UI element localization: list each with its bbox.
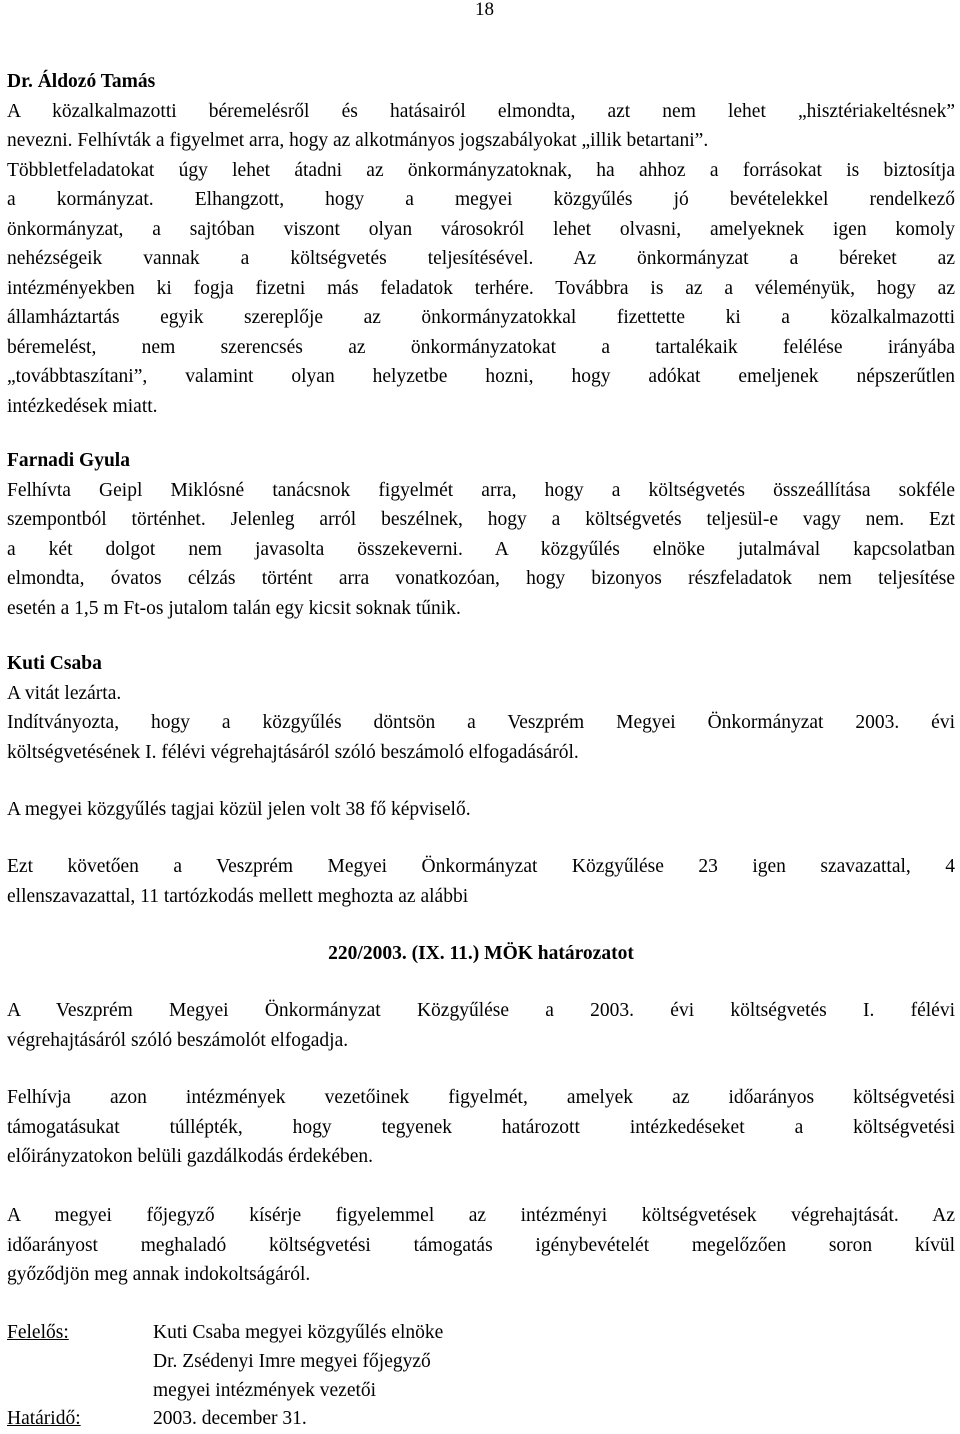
paragraph-line: szempontból történhet. Jelenleg arról beszélnek, hogy a költségvetés teljesül-e vagy nem. Ezt [7,509,955,530]
paragraph-line: támogatásukat túllépték, hogy tegyenek határozott intézkedéseket a költségvetési [7,1116,955,1138]
responsible-row [7,1376,376,1406]
resolution-paragraph-2 [7,1083,955,1172]
speaker-section-aldozo [7,67,955,421]
paragraph-line: Ezt követően a Veszprém Megyei Önkormányzat Közgyűlése 23 igen szavazattal, 4 [7,856,955,877]
paragraph-line: a kormányzat. Elhangzott, hogy a megyei közgyűlés jó bevételekkel rendelkező [7,189,955,210]
paragraph-line: előirányzatokon belüli gazdálkodás érdekében. [7,1146,374,1167]
resolution-title: 220/2003. (IX. 11.) MÖK határozatot [328,943,634,964]
responsible-row [7,1347,431,1377]
speaker-name: Dr. Áldozó Tamás [7,71,156,92]
paragraph-line: béremelést, nem szerencsés az önkormányzatokat a tartalékaik felélése irányába [7,336,955,358]
paragraph-line: Indítványozta, hogy a közgyűlés döntsön a Veszprém Megyei Önkormányzat 2003. évi [7,712,955,733]
paragraph-line: időarányost meghaladó költségvetési támogatás igénybevételét megelőzően soron kívül [7,1234,955,1256]
resolution-paragraph-3 [7,1201,955,1290]
vote-statement [7,852,955,911]
paragraph-line: intézményekben ki fogja fizetni más feladatok terhére. Továbbra is az a véleményük, hogy az [7,277,955,299]
paragraph-line: A vitát lezárta. [7,682,122,704]
paragraph-line: Felhívja azon intézmények vezetőinek figyelmét, amelyek az időarányos költségvetési [7,1087,955,1108]
deadline-label: Határidő: [7,1408,81,1429]
paragraph-line: önkormányzat, a sajtóban viszont olyan városokról lehet olvasni, amelyeknek igen komoly [7,218,955,240]
attendance-statement [7,795,955,825]
paragraph-line: A megyei főjegyző kísérje figyelemmel az intézményi költségvetések végrehajtását. Az [7,1205,955,1226]
deadline-row [7,1404,307,1434]
paragraph-line: Felhívta Geipl Miklósné tanácsnok figyelmét arra, hogy a költségvetés összeállítása sokféle [7,479,955,501]
paragraph-line: nevezni. Felhívták a figyelmet arra, hogy az alkotmányos jogszabályokat „illik betartani”. [7,130,709,151]
paragraph-line: ellenszavazattal, 11 tartózkodás mellett meghozta az alábbi [7,885,469,907]
paragraph-line: végrehajtásáról szóló beszámolót elfogadja. [7,1029,349,1051]
responsible-label: Felelős: [7,1322,69,1343]
deadline-value: 2003. december 31. [153,1408,307,1429]
paragraph-line: a két dolgot nem javasolta összekeverni. A közgyűlés elnöke jutalmával kapcsolatban [7,538,955,560]
paragraph-line: Többletfeladatokat úgy lehet átadni az önkormányzatoknak, ha ahhoz a forrásokat is biztosítja [7,159,955,181]
paragraph-line: államháztartás egyik szereplője az önkormányzatokkal fizettette ki a közalkalmazotti [7,307,955,328]
responsible-value: Kuti Csaba megyei közgyűlés elnöke [153,1322,444,1343]
speaker-name: Farnadi Gyula [7,450,130,471]
paragraph-line: győződjön meg annak indokoltságáról. [7,1264,311,1285]
paragraph-line: esetén a 1,5 m Ft-os jutalom talán egy kicsit soknak tűnik. [7,597,461,619]
resolution-paragraph-1 [7,996,955,1055]
responsible-value: Dr. Zsédenyi Imre megyei főjegyző [153,1351,431,1372]
paragraph-line: intézkedések miatt. [7,395,158,417]
paragraph-line: nehézségeik vannak a költségvetés teljesítésével. Az önkormányzat a béreket az [7,248,955,269]
paragraph-line: A megyei közgyűlés tagjai közül jelen volt 38 fő képviselő. [7,799,471,820]
paragraph-line: A Veszprém Megyei Önkormányzat Közgyűlése a 2003. évi költségvetés I. félévi [7,1000,955,1021]
speaker-name: Kuti Csaba [7,653,102,674]
paragraph-line: költségvetésének I. félévi végrehajtásáról szóló beszámoló elfogadásáról. [7,741,579,763]
page-number: 18 [475,0,494,20]
speaker-section-farnadi [7,446,955,623]
speaker-section-kuti [7,649,955,767]
responsible-value: megyei intézmények vezetői [153,1380,377,1401]
paragraph-line: A közalkalmazotti béremelésről és hatásairól elmondta, azt nem lehet „hisztériakeltésnek” [7,100,955,122]
paragraph-line: „továbbtaszítani”, valamint olyan helyzetbe hozni, hogy adókat emeljenek népszerűtlen [7,366,955,387]
paragraph-line: elmondta, óvatos célzás történt arra vonatkozóan, hogy bizonyos részfeladatok nem teljesítése [7,568,955,589]
responsible-row [7,1318,443,1348]
